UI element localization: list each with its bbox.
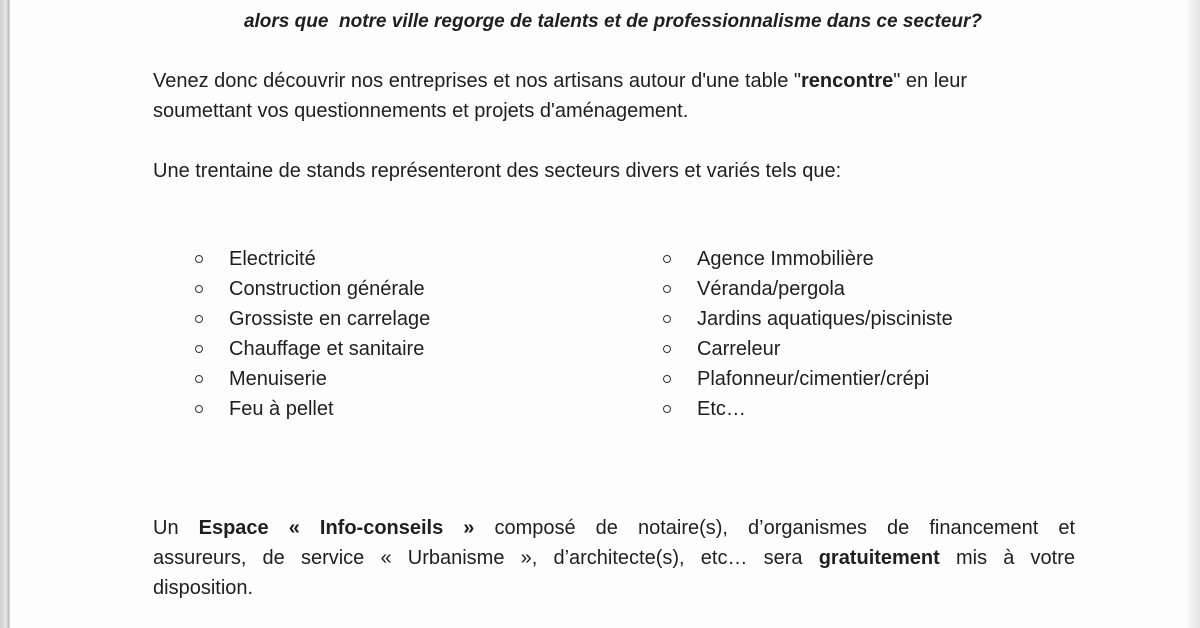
intro-line-2: soumettant vos questionnements et projets d'aménagement. xyxy=(153,100,689,122)
bullet-icon xyxy=(663,375,671,383)
info-line-1 xyxy=(153,513,1075,543)
list-item-label: Carreleur xyxy=(697,338,781,360)
bullet-icon xyxy=(663,315,671,323)
page-edge-left xyxy=(0,0,10,628)
bullet-icon xyxy=(663,255,671,263)
header-question-line: alors que notre ville regorge de talents et de professionnalisme dans ce secteur? xyxy=(243,11,983,32)
list-item-label: Agence Immobilière xyxy=(697,248,874,270)
info-text: assureurs, de service « Urbanisme », d’architecte(s), etc… sera xyxy=(153,547,819,569)
list-item-label: Feu à pellet xyxy=(229,398,334,420)
bullet-icon xyxy=(195,405,203,413)
bullet-icon xyxy=(195,375,203,383)
list-item-label: Véranda/pergola xyxy=(697,278,845,300)
list-item-label: Electricité xyxy=(229,248,316,270)
bullet-icon xyxy=(663,285,671,293)
intro-text-end: " en leur xyxy=(893,70,968,92)
list-item-label: Etc… xyxy=(697,398,746,420)
info-line-2 xyxy=(153,543,1075,573)
info-line-3: disposition. xyxy=(153,577,254,599)
list-item-label: Jardins aquatiques/pisciniste xyxy=(697,308,953,330)
bullet-icon xyxy=(195,285,203,293)
info-text-end: mis à votre xyxy=(939,547,1075,569)
info-bold-gratuitement: gratuitement xyxy=(818,547,940,569)
info-bold-espace: Espace « Info-conseils » xyxy=(198,517,475,539)
list-item-label: Construction générale xyxy=(229,278,425,300)
bullet-icon xyxy=(663,405,671,413)
list-item-label: Plafonneur/cimentier/crépi xyxy=(697,368,930,390)
intro-text: Venez donc découvrir nos entreprises et nos artisans autour d'une table " xyxy=(153,70,801,92)
list-item-label: Menuiserie xyxy=(229,368,327,390)
stands-intro: Une trentaine de stands représenteront des secteurs divers et variés tels que: xyxy=(153,160,842,182)
list-item-label: Chauffage et sanitaire xyxy=(229,338,425,360)
bullet-icon xyxy=(195,255,203,263)
list-item-label: Grossiste en carrelage xyxy=(229,308,431,330)
info-text: Un xyxy=(153,517,199,539)
bullet-icon xyxy=(663,345,671,353)
bullet-icon xyxy=(195,345,203,353)
intro-bold-rencontre: rencontre xyxy=(800,70,894,92)
intro-line-1 xyxy=(153,66,967,96)
page-edge-right xyxy=(1188,0,1200,628)
bullet-icon xyxy=(195,315,203,323)
info-text-end: composé de notaire(s), d’organismes de financement et xyxy=(474,517,1076,539)
